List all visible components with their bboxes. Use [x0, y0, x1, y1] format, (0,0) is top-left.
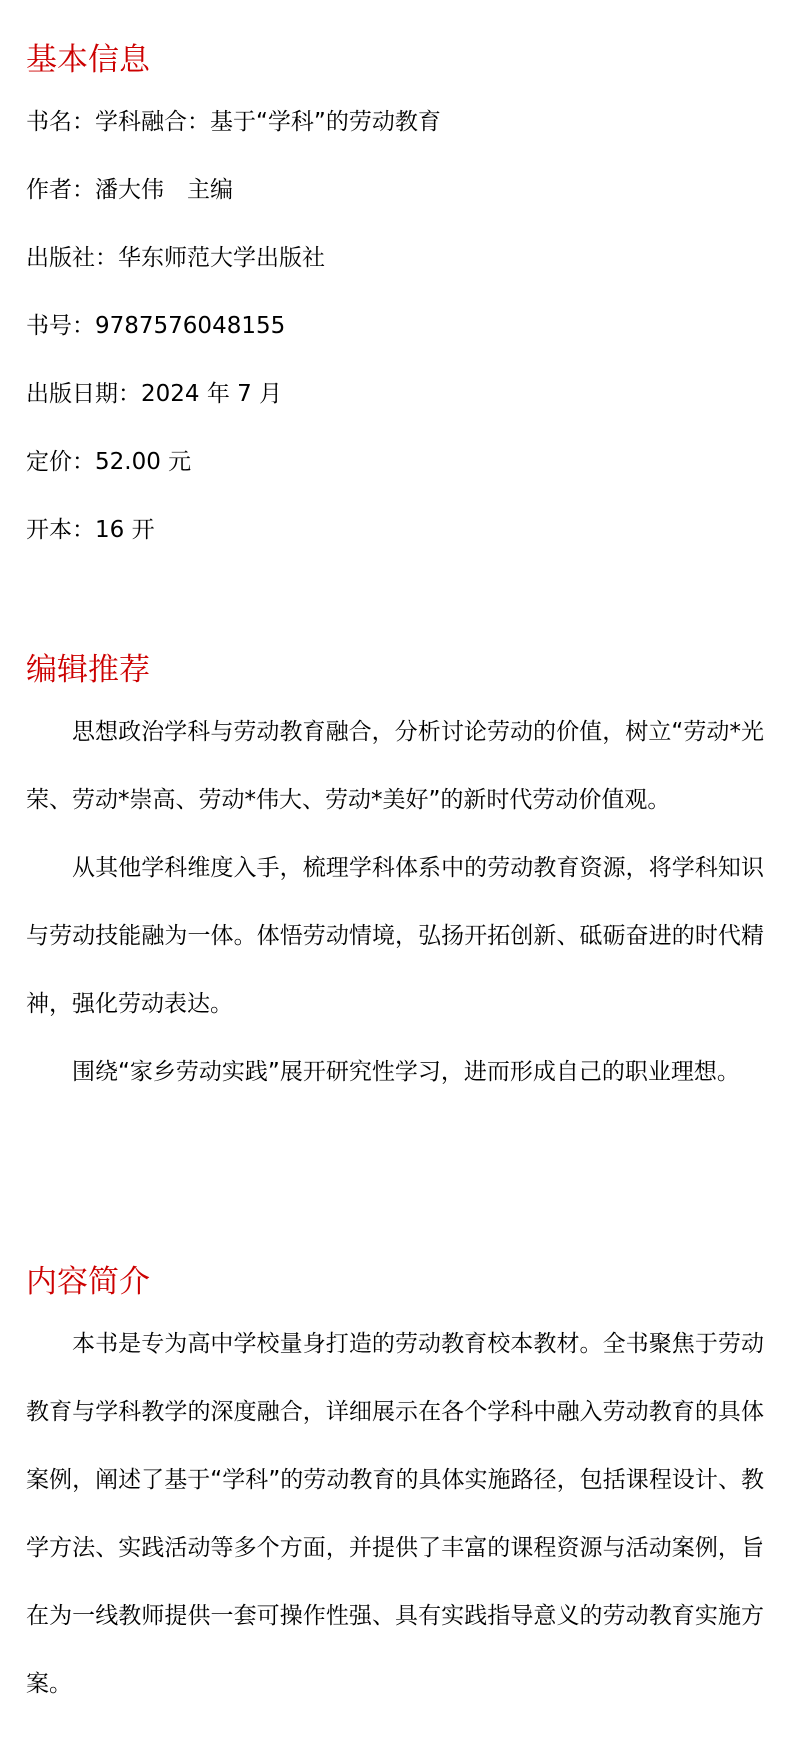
editor-recommendation-section	[26, 648, 764, 1106]
format-field: 开本：16 开	[26, 517, 155, 543]
editor-recommendation-body	[26, 698, 764, 1106]
content-intro-body	[26, 1310, 764, 1718]
basic-info-section	[26, 38, 764, 564]
recommendation-paragraph: 从其他学科维度入手，梳理学科体系中的劳动教育资源，将学科知识与劳动技能融为一体。体悟劳动情境，弘扬开拓创新、砥砺奋进的时代精神，强化劳动表达。	[26, 855, 764, 1017]
intro-paragraph: 本书是专为高中学校量身打造的劳动教育校本教材。全书聚焦于劳动教育与学科教学的深度融合，详细展示在各个学科中融入劳动教育的具体案例，阐述了基于“学科”的劳动教育的具体实施路径，包括课程设计、教学方法、实践活动等多个方面，并提供了丰富的课程资源与活动案例，旨在为一线教师提供一套可操作性强、具有实践指导意义的劳动教育实施方案。	[26, 1331, 764, 1697]
book-title-field: 书名：学科融合：基于“学科”的劳动教育	[26, 109, 441, 135]
author-field: 作者：潘大伟 主编	[26, 177, 233, 203]
recommendation-paragraph: 围绕“家乡劳动实践”展开研究性学习，进而形成自己的职业理想。	[72, 1059, 740, 1085]
basic-info-heading: 基本信息	[26, 42, 150, 78]
publisher-field: 出版社：华东师范大学出版社	[26, 245, 325, 271]
isbn-field: 书号：9787576048155	[26, 313, 286, 339]
publish-date-field: 出版日期：2024 年 7 月	[26, 381, 283, 407]
content-intro-heading: 内容简介	[26, 1264, 150, 1300]
editor-recommendation-heading: 编辑推荐	[26, 652, 150, 688]
basic-info-list	[26, 88, 764, 564]
price-field: 定价：52.00 元	[26, 449, 192, 475]
content-intro-section	[26, 1260, 764, 1718]
recommendation-paragraph: 思想政治学科与劳动教育融合，分析讨论劳动的价值，树立“劳动*光荣、劳动*崇高、劳动*伟大、劳动*美好”的新时代劳动价值观。	[26, 719, 764, 813]
